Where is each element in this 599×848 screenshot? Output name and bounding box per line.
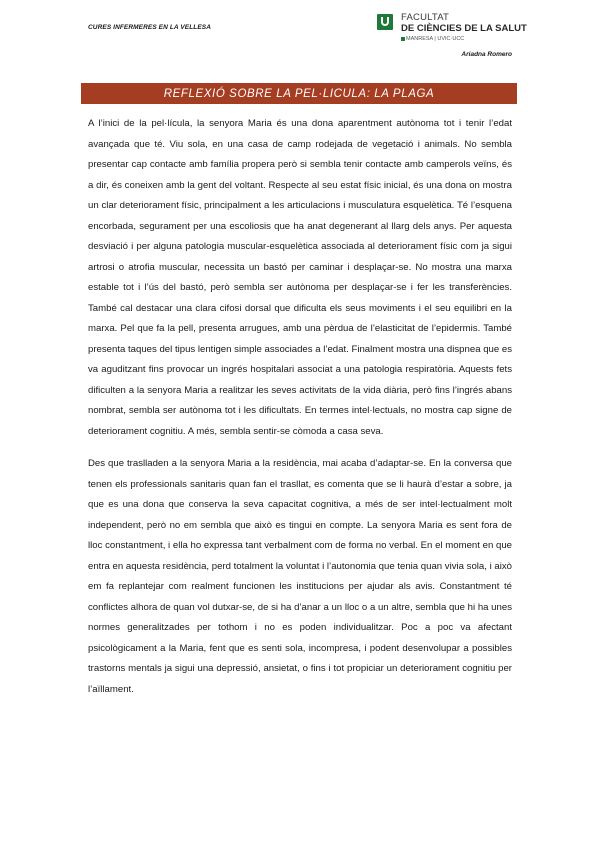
- logo-faculty-label: FACULTAT: [401, 12, 450, 23]
- author-name: Ariadna Romero: [461, 51, 512, 58]
- document-title: REFLEXIÓ SOBRE LA PEL·LICULA: LA PLAGA: [163, 87, 435, 100]
- paragraph: A l’inici de la pel·lícula, la senyora Maria és una dona aparentment autònoma tot i tenir l’edat avançada que té. Viu sola, en una casa de camp rodejada de vegetació i animals. No sembla presentar cap contacte amb família propera però si sembla tenir contacte amb camperols veïns, és a dir, és coneixen amb la gent del voltant. Respecte al seu estat físic inicial, és una dona on mostra un clar deteriorament físic, principalment a les articulacions i musculatura esquelètica. Té l’esquena encorbada, segurament per una escoliosis que ha anat degenerant al llarg dels anys. Per aquesta desviació i per alguna patologia muscular-esquelètica associada al deteriorament físic com ja sigui artrosi o atrofia muscular, necessita un bastó per caminar i desplaçar-se. No mostra una marxa estable tot i l’ús del bastó, però sembla ser autònoma per desplaçar-se i fer les transferències. També cal destacar una clara cifosi dorsal que dificulta els seus moviments i el seu equilibri en la marxa. Pel que fa la pell, presenta arrugues, amb una pèrdua de l’elasticitat de l’epidermis. També presenta taques del tipus lentigen simple associades a l’edat. Finalment mostra una dispnea que es va aguditzant fins provocar un ingrés hospitalari associat a una patologia respiratòria. Aquests fets dificulten a la senyora Maria a realitzar les seves activitats de la vida diària, però fins l’ingrés abans nombrat, sembla ser autònoma tot i les dificultats. En termes intel·lectuals, no mostra cap signe de deteriorament cognitiu. A més, sembla sentir-se còmoda a casa seva.: [88, 118, 512, 437]
- faculty-logo: [377, 12, 537, 48]
- title-banner: [81, 83, 517, 104]
- paragraph: Des que traslladen a la senyora Maria a la residència, mai acaba d’adaptar-se. En la conversa que tenen els professionals sanitaris quan fan el trasllat, es comenta que se li haurà d’estar a sobre, ja que es una dona que conserva la seva capacitat cognitiva, a més de ser intel·lectualment molt independent, però no em sembla que això es tingui en compte. La senyora Maria es sent fora de lloc constantment, i ella ho expressa tant verbalment com de forma no verbal. En el moment en que entra en aquesta residència, perd totalment la voluntat i l’autonomia que tenia quan vivia sola, i això em fa replantejar com realment funcionen les institucions per ajudar als avis. Constantment té conflictes alhora de quan vol dutxar-se, de si ha d’anar a un lloc o a un altre, sembla que hi ha unes normes generalitzades per tothom i no es poden individualitzar. Poc a poc va afectant psicològicament a la Maria, fent que es senti sola, incompresa, i podent desenvolupar a possibles trastorns mentals ja sigui una depressió, ansietat, o fins i tot propiciar un deteriorament cognitiu per l’aïllament.: [88, 458, 512, 695]
- university-logo-icon: [377, 14, 393, 30]
- document-header-course: CURES INFERMERES EN LA VELLESA: [88, 24, 212, 31]
- document-body: [88, 114, 512, 700]
- university-mark-icon: [401, 37, 405, 41]
- logo-faculty-name: DE CIÈNCIES DE LA SALUT: [401, 23, 527, 34]
- logo-campus-label: MANRESA | UVIC·UCC: [406, 36, 465, 42]
- logo-campus: [401, 36, 464, 42]
